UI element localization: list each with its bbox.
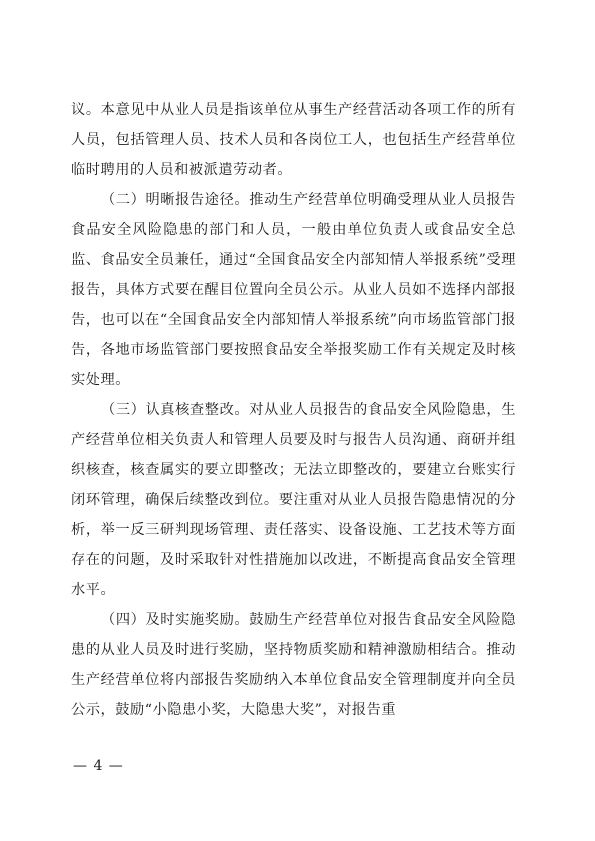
paragraph-continuation: 议。本意见中从业人员是指该单位从事生产经营活动各项工作的所有人员，包括管理人员、技术人员和各岗位工人，也包括生产经营单位临时聘用的人员和被派遣劳动者。	[71, 102, 516, 178]
body-text	[71, 95, 516, 725]
paragraph-section-3: （三）认真核查整改。对从业人员报告的食品安全风险隐患，生产经营单位相关负责人和管理人员要及时与报告人员沟通、商研并组织核查，核查属实的要立即整改；无法立即整改的，要建立台账实行闭环管理，确保后续整改到位。要注重对从业人员报告隐患情况的分析，举一反三研判现场管理、责任落实、设备设施、工艺技术等方面存在的问题，及时采取针对性措施加以改进，不断提高食品安全管理水平。	[71, 402, 516, 598]
page-number: — 4 —	[73, 758, 124, 774]
paragraph-section-2: （二）明晰报告途径。推动生产经营单位明确受理从业人员报告食品安全风险隐患的部门和人员，一般由单位负责人或食品安全总监、食品安全员兼任，通过“全国食品安全内部知情人举报系统”受理报告，具体方式要在醒目位置向全员公示。从业人员如不选择内部报告，也可以在“全国食品安全内部知情人举报系统”向市场监管部门报告，各地市场监管部门要按照食品安全举报奖励工作有关规定及时核实处理。	[71, 192, 516, 388]
paragraph-section-4: （四）及时实施奖励。鼓励生产经营单位对报告食品安全风险隐患的从业人员及时进行奖励，坚持物质奖励和精神激励相结合。推动生产经营单位将内部报告奖励纳入本单位食品安全管理制度并向全员公示，鼓励“小隐患小奖，大隐患大奖”，对报告重	[71, 612, 516, 718]
